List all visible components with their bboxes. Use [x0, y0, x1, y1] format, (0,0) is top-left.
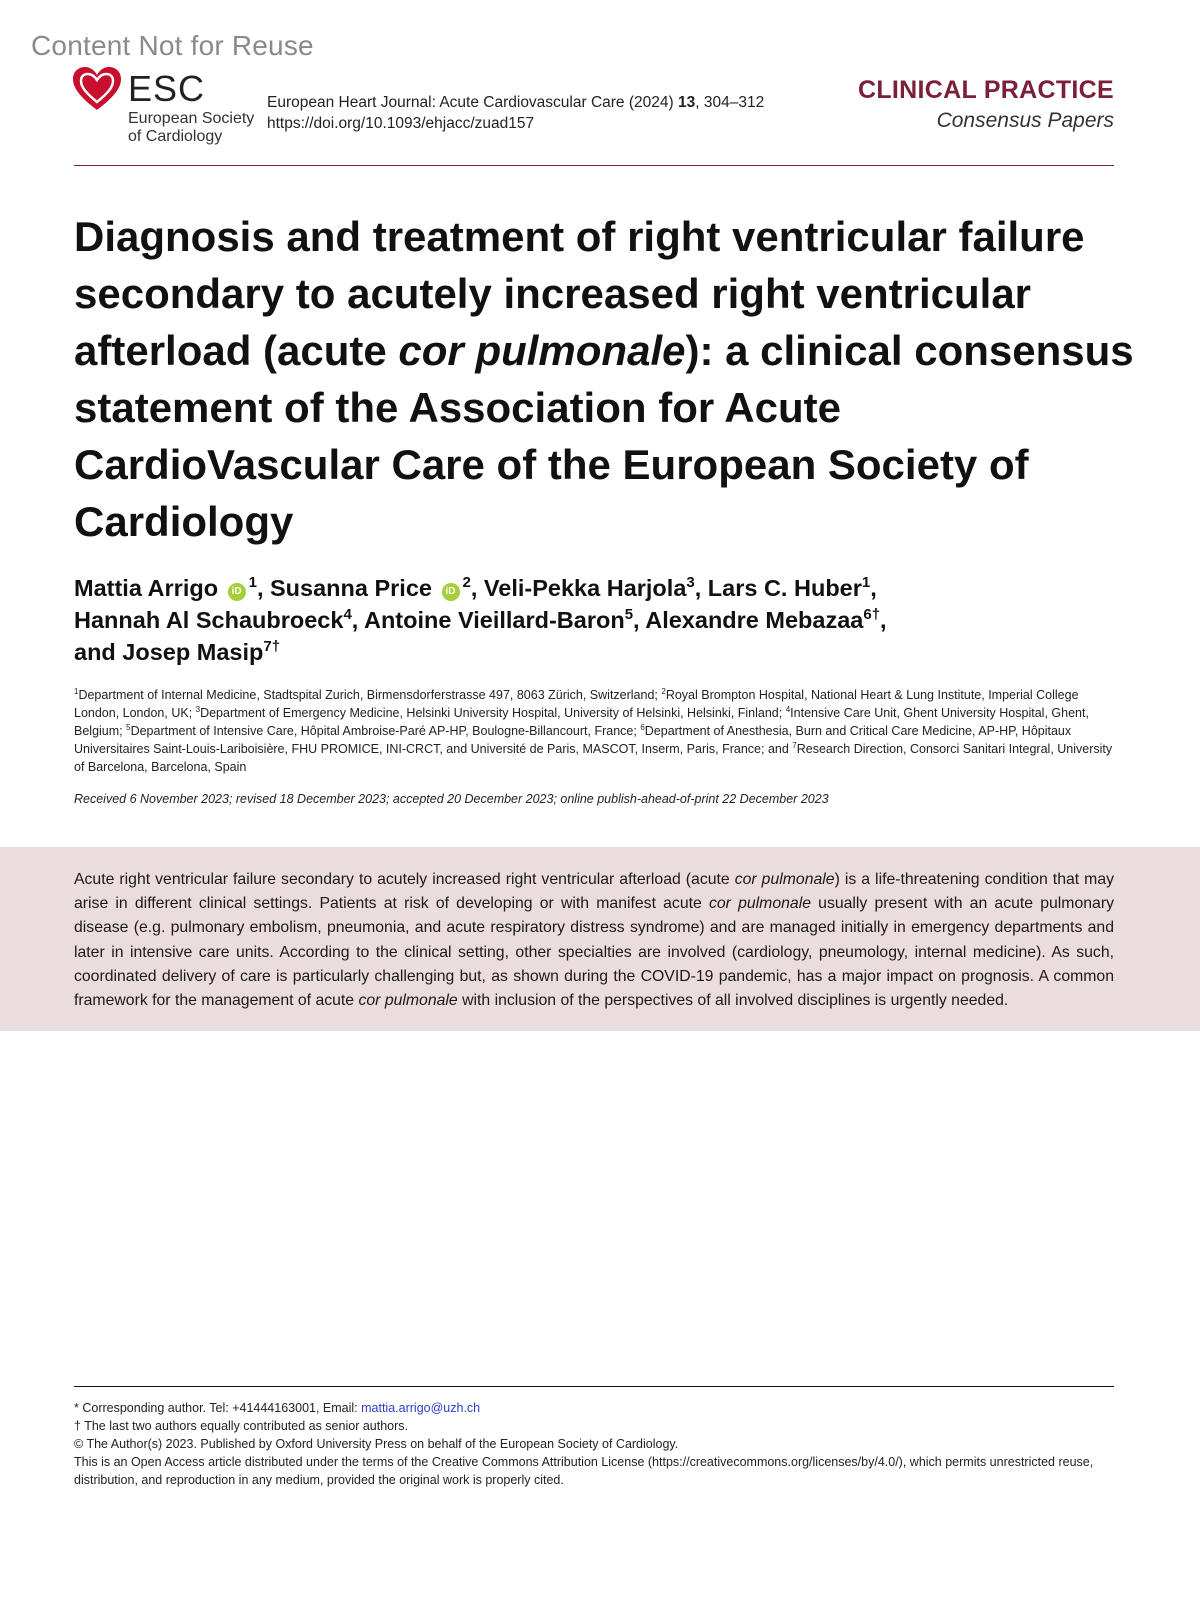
- copyright-note: © The Author(s) 2023. Published by Oxford University Press on behalf of the European Society of Cardiology.: [74, 1437, 679, 1451]
- journal-volume: 13: [677, 94, 696, 111]
- senior-author-note: † The last two authors equally contributed as senior authors.: [74, 1419, 408, 1433]
- author[interactable]: Mattia Arrigo: [74, 575, 219, 601]
- logo-society-name: European Society of Cardiology: [128, 110, 255, 145]
- orcid-icon[interactable]: iD: [442, 583, 460, 601]
- section-label: [858, 76, 1114, 133]
- logo-abbr: ESC: [128, 68, 206, 109]
- author-list: Mattia Arrigo $iD^1$, Susanna Price $iD^2$, Veli-Pekka Harjola$^3$, Lars C. Huber$^1$, Hannah Al Schaubroeck$^4$, Antoine Vieillard-Baron$^5$, Alexandre Mebazaa$^{6\dagger}$, and Josep Masip$^{7\dagger}$: [74, 574, 887, 665]
- author[interactable]: Hannah Al Schaubroeck: [74, 607, 344, 633]
- email-link[interactable]: mattia.arrigo@uzh.ch: [361, 1401, 481, 1415]
- section-subtitle: Consensus Papers: [936, 109, 1114, 132]
- affiliations: $^1$Department of Internal Medicine, Stadtspital Zurich, Birmensdorferstrasse 497, 8063 Zürich, Switzerland; $^2$Royal Brompton Hospital, National Heart & Lung Institute, Imperial College London, London, UK; $^3$Department of Emergency Medicine, Helsinki University Hospital, University of Helsinki, Helsinki, Finland; $^4$Intensive Care Unit, Ghent University Hospital, Ghent, Belgium; $^5$Department of Intensive Care, Hôpital Ambroise-Paré AP-HP, Boulogne-Billancourt, France; $^6$Department of Anesthesia, Burn and Critical Care Medicine, AP-HP, Hôpitaux Universitaires Saint-Louis-Lariboisière, FHU PROMICE, INI-CRCT, and Université de Paris, MASCOT, Inserm, Paris, France; and $^7$Research Direction, Consorci Sanitari Integral, University of Barcelona, Barcelona, Spain: [74, 686, 1113, 774]
- author[interactable]: Antoine Vieillard-Baron: [363, 607, 625, 633]
- header-divider: [74, 165, 1114, 166]
- author[interactable]: Lars C. Huber: [707, 575, 862, 601]
- watermark: Content Not for Reuse: [31, 30, 314, 61]
- author[interactable]: Susanna Price: [270, 575, 432, 601]
- publication-dates: Received 6 November 2023; revised 18 December 2023; accepted 20 December 2023; online publish-ahead-of-print 22 December 2023: [74, 792, 829, 806]
- footnotes: [74, 1399, 1114, 1489]
- author[interactable]: and Josep Masip: [74, 639, 264, 665]
- footnote-divider: [74, 1386, 1114, 1387]
- author[interactable]: Alexandre Mebazaa: [645, 607, 864, 633]
- doi-link[interactable]: https://doi.org/10.1093/ehjacc/zuad157: [267, 115, 535, 132]
- heart-logo-icon: [72, 66, 122, 112]
- article-title: Diagnosis and treatment of right ventricular failure secondary to acutely increased right ventricular afterload (acute cor pulmonale): a clinical consensus statement of the Association for Acute CardioVascular Care of the European Society of Cardiology: [74, 213, 1134, 545]
- corresponding-author-note: * Corresponding author. Tel: +41444163001, Email: mattia.arrigo@uzh.ch: [74, 1401, 481, 1415]
- license-note: This is an Open Access article distributed under the terms of the Creative Commons Attribution License (https://creativecommons.org/licenses/by/4.0/), which permits unrestricted reuse, distribution, and reproduction in any medium, provided the original work is properly cited.: [74, 1455, 1094, 1487]
- esc-logo: [72, 66, 272, 146]
- orcid-icon[interactable]: iD: [228, 583, 246, 601]
- author[interactable]: Veli-Pekka Harjola: [483, 575, 687, 601]
- journal-citation: European Heart Journal: Acute Cardiovascular Care (2024) 13, 304–312 https://doi.org/10.1093/ehjacc/zuad157: [267, 94, 765, 132]
- abstract-text: Acute right ventricular failure secondary to acutely increased right ventricular afterload (acute cor pulmonale) is a life-threatening condition that may arise in different clinical settings. Patients at risk of developing or with manifest acute cor pulmonale usually present with an acute pulmonary disease (e.g. pulmonary embolism, pneumonia, and acute respiratory distress syndrome) and are managed initially in emergency departments and later in intensive care units. According to the clinical setting, other specialties are involved (cardiology, pneumology, internal medicine). As such, coordinated delivery of care is particularly challenging but, as shown during the COVID-19 pandemic, has a major impact on prognosis. A common framework for the management of acute cor pulmonale with inclusion of the perspectives of all involved disciplines is urgently needed.: [74, 871, 1115, 1010]
- section-title: CLINICAL PRACTICE: [857, 76, 1114, 104]
